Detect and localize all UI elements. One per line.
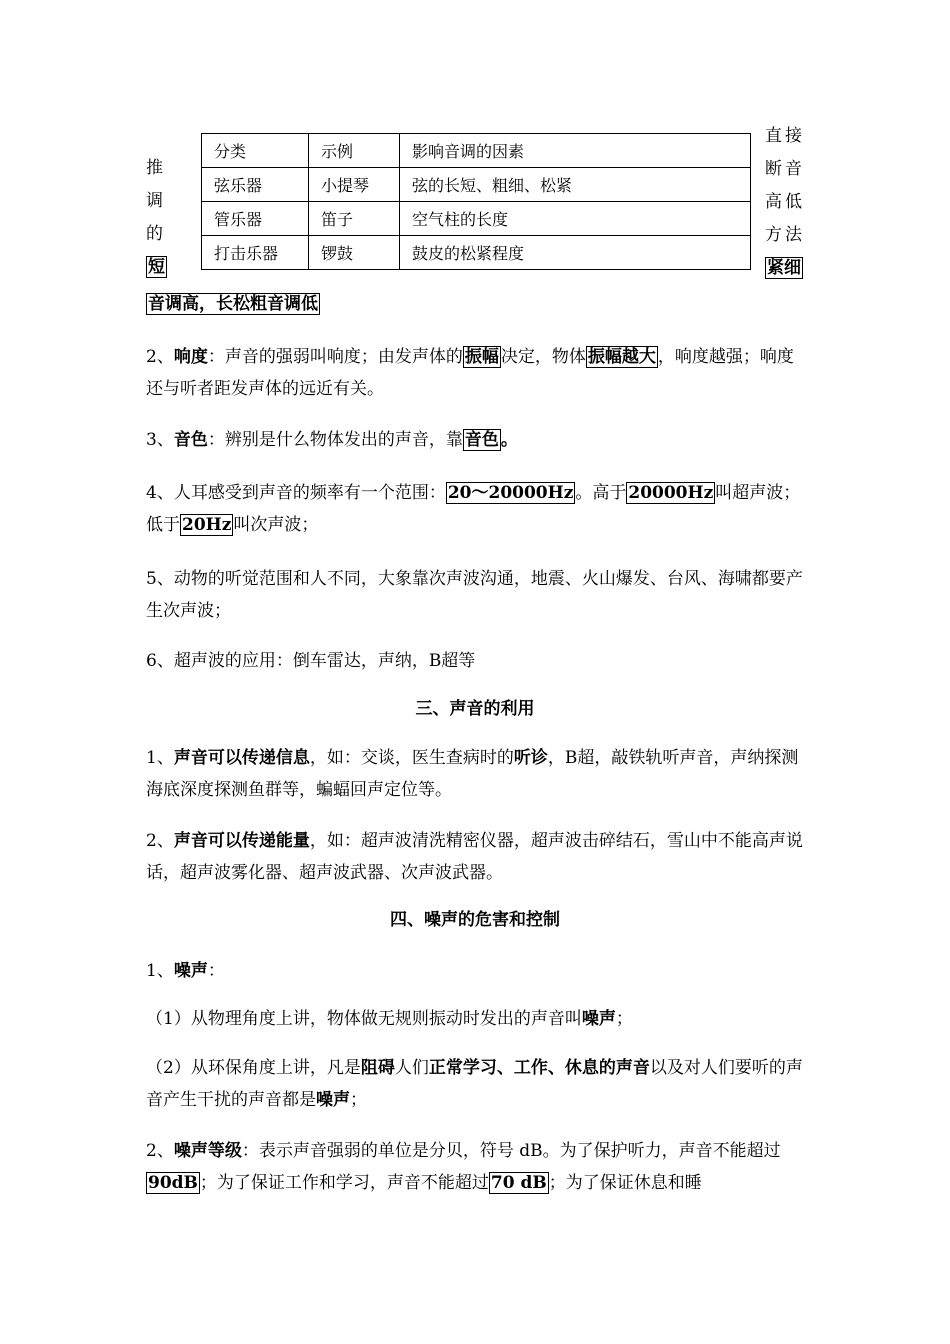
paragraph-ultrasound: 6、超声波的应用：倒车雷达，声纳，B超等 <box>146 651 476 671</box>
pitch-summary: 音调高，长松粗音调低 <box>148 294 318 314</box>
paragraph-energy: 2、声音可以传递能量，如：超声波清洗精密仪器，超声波击碎结石，雪山中不能高声说话，超声波雾化器、超声波武器、次声波武器。 <box>146 831 803 883</box>
table-header-cell: 分类 <box>202 134 309 168</box>
left-char: 推 <box>146 158 163 178</box>
table-cell: 弦的长短、粗细、松紧 <box>400 168 751 202</box>
table-header-row <box>202 134 751 168</box>
table-header-cell: 示例 <box>309 134 400 168</box>
right-line: 直接 <box>765 126 805 146</box>
paragraph-loudness: 2、响度：声音的强弱叫响度；由发声体的 振幅 决定，物体 振幅越大 ，响度越强；响度还与听者距发声体的远近有关。 <box>146 347 794 399</box>
table-row <box>202 202 751 236</box>
right-line: 断音 <box>765 159 805 179</box>
right-line-boxed: 紧细 <box>767 258 801 278</box>
right-line: 方法 <box>765 225 805 245</box>
left-char-boxed: 短 <box>148 257 165 277</box>
table-cell: 管乐器 <box>202 202 309 236</box>
left-char: 的 <box>146 224 163 244</box>
paragraph-noise-level: 2、噪声等级：表示声音强弱的单位是分贝，符号 dB。为了保护听力，声音不能超过90dB ；为了保证工作和学习，声音不能超过 70 dB ；为了保证休息和睡 <box>146 1141 781 1193</box>
table-cell: 弦乐器 <box>202 168 309 202</box>
table-cell: 锣鼓 <box>309 236 400 270</box>
paragraph-frequency: 4、人耳感受到声音的频率有一个范围： 20～20000Hz 。高于 20000Hz 叫超声波；低于 20Hz 叫次声波； <box>146 483 801 535</box>
table-cell: 笛子 <box>309 202 400 236</box>
paragraph-info: 1、声音可以传递信息，如：交谈，医生查病时的听诊，B超，敲铁轨听声音，声纳探测海底深度探测鱼群等，蝙蝠回声定位等。 <box>146 748 799 800</box>
left-vertical-text <box>146 152 167 284</box>
table-cell: 空气柱的长度 <box>400 202 751 236</box>
heading-sound-use: 三、声音的利用 <box>415 699 535 719</box>
right-line: 高低 <box>765 192 805 212</box>
instrument-table <box>201 133 751 270</box>
paragraph-noise-physics: （1）从物理角度上讲，物体做无规则振动时发出的声音叫噪声； <box>146 1009 633 1029</box>
heading-noise: 四、噪声的危害和控制 <box>390 910 560 930</box>
paragraph-timbre: 3、音色：辨别是什么物体发出的声音，靠 音色 。 <box>146 430 518 450</box>
paragraph-noise-env: （2）从环保角度上讲，凡是阻碍人们正常学习、工作、休息的声音以及对人们要听的声音产生干扰的声音都是噪声； <box>146 1058 803 1110</box>
left-char: 调 <box>146 191 163 211</box>
table-cell: 打击乐器 <box>202 236 309 270</box>
table-row <box>202 236 751 270</box>
paragraph-animals: 5、动物的听觉范围和人不同，大象靠次声波沟通，地震、火山爆发、台风、海啸都要产生次声波； <box>146 569 803 621</box>
table-cell: 鼓皮的松紧程度 <box>400 236 751 270</box>
paragraph-noise-title: 1、噪声： <box>146 961 225 981</box>
table-cell: 小提琴 <box>309 168 400 202</box>
table-header-cell: 影响音调的因素 <box>400 134 751 168</box>
right-vertical-text <box>765 120 805 285</box>
table-row <box>202 168 751 202</box>
